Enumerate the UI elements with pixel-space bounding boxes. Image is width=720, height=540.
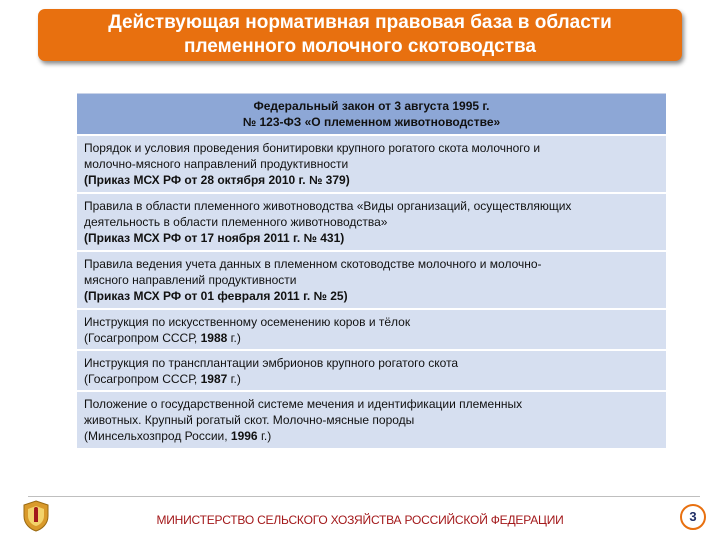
slide-title-line-1: Действующая нормативная правовая база в области [108,12,612,33]
federal-law-date: Федеральный закон от 3 августа 1995 г. [253,99,490,113]
ministry-emblem-icon [22,500,50,532]
document-text-line: мясного направлений продуктивности [84,273,297,287]
document-source [84,371,659,387]
document-text-line: Правила в области племенного животноводства «Виды организаций, осуществляющих [84,199,572,213]
footer-divider [28,496,700,497]
document-source [84,330,659,346]
document-source-suffix: г.) [227,372,241,386]
document-order-reference: (Приказ МСХ РФ от 28 октября 2010 г. № 379) [84,173,350,187]
document-year: 1988 [200,331,228,345]
document-order-reference: (Приказ МСХ РФ от 17 ноября 2011 г. № 431) [84,231,345,245]
document-source [84,428,659,444]
document-source-suffix: г.) [227,331,241,345]
document-row [77,252,666,310]
slide-title-line-2: племенного молочного скотоводства [184,36,536,57]
document-text-line: животных. Крупный рогатый скот. Молочно-мясные породы [84,413,415,427]
document-text-line: молочно-мясного направлений продуктивности [84,157,349,171]
document-text-line: Правила ведения учета данных в племенном скотоводстве молочного и молочно- [84,257,542,271]
slide-title-banner [38,9,682,61]
federal-law-number: № 123-ФЗ «О племенном животноводстве» [242,115,501,129]
document-year: 1987 [200,372,228,386]
document-source-prefix: (Госагропром СССР, [84,331,201,345]
document-text-line: Порядок и условия проведения бонитировки крупного рогатого скота молочного и [84,141,541,155]
document-row [77,136,666,194]
document-source-prefix: (Госагропром СССР, [84,372,201,386]
legal-documents-table [77,93,666,450]
document-text-line: Инструкция по искусственному осеменению коров и тёлок [84,315,411,329]
document-row [77,310,666,351]
document-text-line: Положение о государственной системе мечения и идентификации племенных [84,397,523,411]
document-source-suffix: г.) [257,429,272,443]
document-order-reference: (Приказ МСХ РФ от 01 февраля 2011 г. № 25) [84,289,348,303]
page-number: 3 [680,504,706,530]
federal-law-header [77,93,666,136]
document-row [77,194,666,252]
document-year: 1996 [230,429,258,443]
document-row [77,392,666,450]
document-row [77,351,666,392]
document-source-prefix: (Минсельхозпрод России, [84,429,231,443]
ministry-name: МИНИСТЕРСТВО СЕЛЬСКОГО ХОЗЯЙСТВА РОССИЙСКОЙ ФЕДЕРАЦИИ [156,513,564,527]
document-text-line: Инструкция по трансплантации эмбрионов крупного рогатого скота [84,356,459,370]
document-text-line: деятельность в области племенного животноводства» [84,215,388,229]
